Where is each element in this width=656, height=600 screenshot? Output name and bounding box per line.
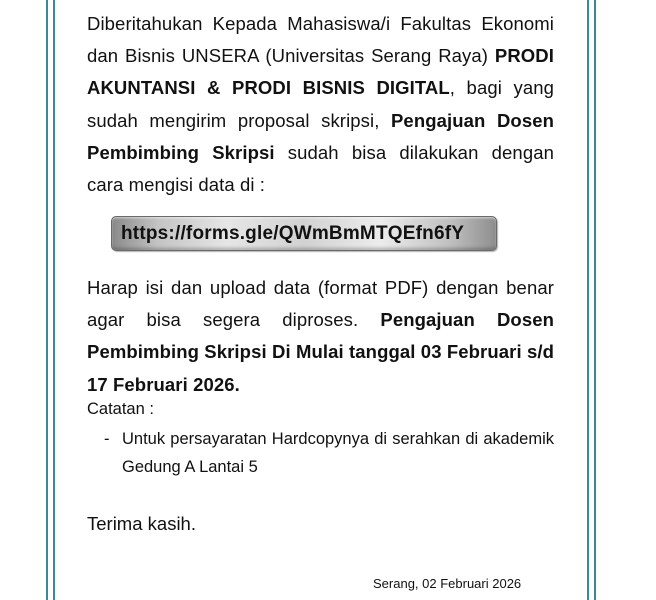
note-bullet: - (104, 430, 110, 448)
page-border-right-outer (594, 0, 596, 600)
sign-date: Serang, 02 Februari 2026 (373, 576, 522, 591)
form-link-url[interactable]: https://forms.gle/QWmBmMTQEfn6fY (121, 222, 465, 244)
note-list-item (104, 425, 554, 481)
page-border-right-inner (587, 0, 589, 600)
intro-paragraph (87, 8, 554, 201)
intro-text-1: Diberitahukan Kepada Mahasiswa/i Fakultas Ekonomi dan Bisnis UNSERA (Universitas Serang Raya) (87, 13, 554, 67)
intro-text-3: sudah bisa dilakukan dengan cara mengisi data di : (87, 141, 554, 196)
note-text: Untuk persayaratan Hardcopynya di serahkan di akademik Gedung A Lantai 5 (122, 430, 554, 476)
instructions-paragraph (87, 272, 554, 401)
page-border-left-outer (46, 0, 48, 600)
form-link-button[interactable] (111, 216, 497, 251)
page-border-left-inner (53, 0, 55, 600)
form-link-container (111, 216, 497, 251)
instructions-schedule-bold: Pengajuan Dosen Pembimbing Skripsi Di Mulai tanggal 03 Februari s/d 17 Februari 2026 (87, 309, 554, 395)
instructions-text: Harap isi dan upload data (format PDF) dengan benar agar bisa segera diproses. (87, 277, 554, 331)
intro-section (87, 8, 554, 201)
notes-label: Catatan : (87, 400, 154, 418)
intro-pengajuan-bold: Pengajuan Dosen Pembimbing Skripsi (87, 109, 554, 163)
closing-text: Terima kasih. (87, 513, 196, 534)
intro-prodi-bold: PRODI AKUNTANSI & PRODI BISNIS DIGITAL (87, 45, 554, 99)
instructions-section (87, 272, 554, 401)
instructions-end: . (234, 373, 240, 395)
intro-text-2: , bagi yang sudah mengirim proposal skripsi, (87, 77, 554, 131)
